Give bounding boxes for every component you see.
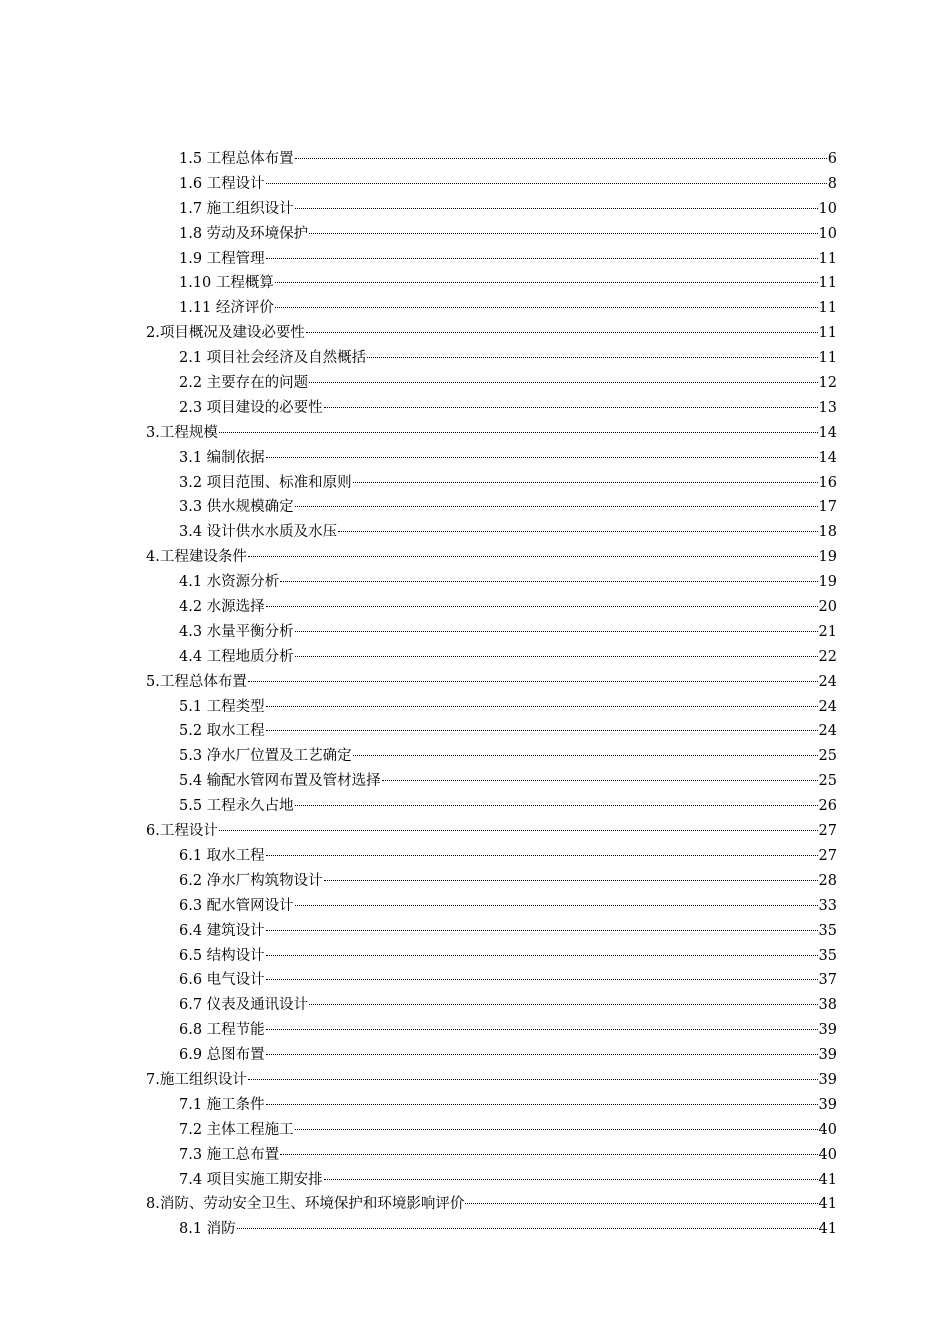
toc-entry-line — [179, 247, 837, 272]
toc-entry-title: 4.4 工程地质分析 — [179, 648, 294, 665]
toc-entry-page: 12 — [818, 375, 837, 392]
toc-dot-leader — [266, 183, 827, 184]
toc-entry-title: 2.2 主要存在的问题 — [179, 375, 309, 392]
toc-entry[interactable] — [0, 844, 950, 869]
toc-entry-page: 11 — [818, 300, 837, 317]
toc-entry-line — [146, 670, 837, 695]
toc-entry[interactable] — [0, 321, 950, 346]
toc-entry-title: 5.3 净水厂位置及工艺确定 — [179, 748, 352, 765]
toc-entry[interactable] — [0, 620, 950, 645]
toc-entry-title: 3.工程规模 — [146, 424, 218, 441]
toc-dot-leader — [275, 282, 818, 283]
toc-entry-page: 39 — [818, 1096, 837, 1113]
toc-entry-line — [179, 296, 837, 321]
toc-dot-leader — [280, 1154, 817, 1155]
toc-entry-page: 33 — [818, 897, 837, 914]
toc-entry[interactable] — [0, 222, 950, 247]
toc-entry-line — [179, 346, 837, 371]
toc-dot-leader — [266, 979, 818, 980]
toc-entry-line — [179, 1217, 837, 1242]
toc-entry-title: 4.1 水资源分析 — [179, 574, 280, 591]
toc-dot-leader — [367, 357, 817, 358]
toc-entry-page: 6 — [827, 151, 837, 167]
toc-entry[interactable] — [0, 670, 950, 695]
table-of-contents — [0, 147, 950, 1242]
toc-entry-page: 28 — [818, 872, 837, 889]
toc-entry-title: 6.工程设计 — [146, 823, 218, 840]
toc-dot-leader — [306, 332, 818, 333]
toc-entry-title: 6.8 工程节能 — [179, 1022, 265, 1039]
toc-dot-leader — [382, 780, 818, 781]
toc-dot-leader — [295, 905, 818, 906]
toc-entry-title: 6.3 配水管网设计 — [179, 897, 294, 914]
toc-entry-line — [179, 794, 837, 819]
toc-entry-line — [146, 1068, 837, 1093]
toc-dot-leader — [248, 1079, 818, 1080]
toc-entry[interactable] — [0, 371, 950, 396]
toc-dot-leader — [324, 407, 818, 408]
toc-entry-page: 41 — [818, 1171, 837, 1188]
toc-entry-title: 3.4 设计供水水质及水压 — [179, 524, 338, 541]
toc-entry[interactable] — [0, 1068, 950, 1093]
toc-entry[interactable] — [0, 595, 950, 620]
toc-entry-page: 39 — [818, 1071, 837, 1088]
toc-dot-leader — [266, 1054, 818, 1055]
toc-dot-leader — [295, 208, 818, 209]
toc-entry[interactable] — [0, 769, 950, 794]
toc-entry-page: 19 — [818, 549, 837, 566]
toc-entry-line — [179, 695, 837, 720]
toc-entry-line — [179, 147, 837, 172]
toc-dot-leader — [266, 1029, 818, 1030]
toc-entry-title: 6.1 取水工程 — [179, 847, 265, 864]
toc-entry-line — [179, 172, 837, 197]
toc-entry[interactable] — [0, 271, 950, 296]
toc-dot-leader — [465, 1203, 817, 1204]
toc-entry-title: 1.7 施工组织设计 — [179, 200, 294, 217]
toc-dot-leader — [275, 307, 818, 308]
toc-entry-line — [179, 396, 837, 421]
toc-entry[interactable] — [0, 1143, 950, 1168]
toc-entry[interactable] — [0, 296, 950, 321]
toc-entry[interactable] — [0, 993, 950, 1018]
toc-entry[interactable] — [0, 968, 950, 993]
toc-entry-page: 19 — [818, 574, 837, 591]
toc-dot-leader — [219, 432, 818, 433]
toc-entry-line — [179, 271, 837, 296]
toc-entry[interactable] — [0, 719, 950, 744]
toc-dot-leader — [309, 233, 817, 234]
toc-entry[interactable] — [0, 645, 950, 670]
toc-entry-page: 25 — [818, 773, 837, 790]
toc-entry-title: 1.6 工程设计 — [179, 175, 265, 192]
toc-entry[interactable] — [0, 570, 950, 595]
toc-entry-line — [179, 1093, 837, 1118]
toc-entry-title: 2.1 项目社会经济及自然概括 — [179, 350, 367, 367]
toc-entry-line — [179, 1143, 837, 1168]
toc-entry-page: 27 — [818, 823, 837, 840]
toc-entry[interactable] — [0, 1093, 950, 1118]
toc-entry-title: 6.5 结构设计 — [179, 947, 265, 964]
toc-entry-page: 24 — [818, 698, 837, 715]
toc-entry-title: 2.3 项目建设的必要性 — [179, 399, 323, 416]
toc-entry-title: 5.1 工程类型 — [179, 698, 265, 715]
toc-dot-leader — [266, 706, 818, 707]
toc-dot-leader — [324, 1179, 818, 1180]
toc-entry-line — [146, 819, 837, 844]
toc-entry-line — [179, 222, 837, 247]
toc-entry-line — [146, 545, 837, 570]
toc-entry-line — [179, 595, 837, 620]
toc-entry-page: 17 — [818, 499, 837, 516]
toc-entry-line — [179, 446, 837, 471]
toc-entry-page: 38 — [818, 997, 837, 1014]
toc-entry-title: 4.3 水量平衡分析 — [179, 623, 294, 640]
toc-dot-leader — [353, 755, 818, 756]
toc-entry[interactable] — [0, 520, 950, 545]
toc-entry[interactable] — [0, 919, 950, 944]
toc-dot-leader — [266, 258, 818, 259]
toc-entry[interactable] — [0, 1043, 950, 1068]
toc-entry-title: 6.7 仪表及通讯设计 — [179, 997, 309, 1014]
toc-entry-title: 7.1 施工条件 — [179, 1096, 265, 1113]
toc-entry-page: 21 — [818, 623, 837, 640]
toc-entry-line — [179, 993, 837, 1018]
toc-entry-title: 1.11 经济评价 — [179, 300, 274, 317]
toc-entry-title: 1.9 工程管理 — [179, 250, 265, 267]
toc-entry-page: 8 — [827, 175, 837, 192]
toc-dot-leader — [248, 556, 818, 557]
toc-entry[interactable] — [0, 545, 950, 570]
toc-dot-leader — [295, 631, 818, 632]
toc-entry-line — [179, 744, 837, 769]
toc-entry-line — [179, 944, 837, 969]
toc-entry[interactable] — [0, 695, 950, 720]
toc-entry-page: 11 — [818, 350, 837, 367]
toc-entry-page: 10 — [818, 225, 837, 242]
toc-dot-leader — [295, 158, 827, 159]
toc-entry-line — [179, 1168, 837, 1193]
toc-entry-line — [179, 570, 837, 595]
toc-entry-title: 5.5 工程永久占地 — [179, 798, 294, 815]
toc-dot-leader — [295, 656, 818, 657]
toc-entry[interactable] — [0, 819, 950, 844]
toc-entry-page: 11 — [818, 275, 837, 292]
toc-entry-line — [179, 919, 837, 944]
toc-entry-page: 35 — [818, 947, 837, 964]
toc-entry-title: 2.项目概况及建设必要性 — [146, 325, 305, 342]
toc-entry-title: 1.8 劳动及环境保护 — [179, 225, 309, 242]
toc-entry-line — [179, 719, 837, 744]
toc-entry-title: 6.6 电气设计 — [179, 972, 265, 989]
toc-entry-title: 1.5 工程总体布置 — [179, 151, 294, 167]
toc-entry-line — [179, 894, 837, 919]
toc-dot-leader — [280, 581, 817, 582]
toc-entry-page: 41 — [818, 1196, 837, 1213]
toc-dot-leader — [266, 1104, 818, 1105]
toc-entry-page: 25 — [818, 748, 837, 765]
toc-entry-page: 24 — [818, 723, 837, 740]
toc-entry[interactable] — [0, 944, 950, 969]
toc-entry[interactable] — [0, 1018, 950, 1043]
toc-entry-page: 41 — [818, 1221, 837, 1238]
toc-entry-line — [146, 1192, 837, 1217]
toc-entry-title: 8.消防、劳动安全卫生、环境保护和环境影响评价 — [146, 1196, 465, 1213]
toc-entry-title: 5.4 输配水管网布置及管材选择 — [179, 773, 381, 790]
toc-entry-line — [179, 645, 837, 670]
toc-entry-line — [179, 844, 837, 869]
toc-entry[interactable] — [0, 869, 950, 894]
toc-dot-leader — [309, 1004, 817, 1005]
toc-entry[interactable] — [0, 1217, 950, 1242]
toc-entry-line — [179, 495, 837, 520]
toc-entry[interactable] — [0, 421, 950, 446]
toc-entry[interactable] — [0, 247, 950, 272]
toc-entry[interactable] — [0, 495, 950, 520]
toc-entry-line — [146, 421, 837, 446]
toc-entry[interactable] — [0, 894, 950, 919]
toc-entry[interactable] — [0, 346, 950, 371]
toc-entry-line — [179, 371, 837, 396]
toc-entry-title: 5.工程总体布置 — [146, 673, 247, 690]
toc-entry-title: 7.2 主体工程施工 — [179, 1121, 294, 1138]
toc-entry-page: 11 — [818, 325, 837, 342]
toc-entry-title: 5.2 取水工程 — [179, 723, 265, 740]
toc-entry-title: 6.9 总图布置 — [179, 1047, 265, 1064]
toc-dot-leader — [266, 955, 818, 956]
toc-dot-leader — [353, 482, 818, 483]
toc-entry-line — [179, 869, 837, 894]
toc-entry-title: 7.3 施工总布置 — [179, 1146, 280, 1163]
toc-entry-title: 6.2 净水厂构筑物设计 — [179, 872, 323, 889]
toc-entry-title: 8.1 消防 — [179, 1221, 236, 1238]
toc-entry-page: 10 — [818, 200, 837, 217]
toc-entry-title: 3.3 供水规模确定 — [179, 499, 294, 516]
toc-entry-page: 14 — [818, 449, 837, 466]
toc-entry[interactable] — [0, 446, 950, 471]
toc-entry-line — [179, 1118, 837, 1143]
toc-entry-title: 7.施工组织设计 — [146, 1071, 247, 1088]
toc-entry[interactable] — [0, 1118, 950, 1143]
toc-dot-leader — [237, 1228, 818, 1229]
toc-dot-leader — [295, 805, 818, 806]
toc-entry-page: 11 — [818, 250, 837, 267]
toc-entry-title: 4.2 水源选择 — [179, 599, 265, 616]
toc-dot-leader — [309, 382, 817, 383]
toc-entry-line — [179, 1018, 837, 1043]
toc-entry-line — [179, 197, 837, 222]
toc-entry-page: 13 — [818, 399, 837, 416]
toc-entry-page: 40 — [818, 1146, 837, 1163]
toc-entry-page: 16 — [818, 474, 837, 491]
toc-entry[interactable] — [0, 1192, 950, 1217]
toc-entry[interactable] — [0, 396, 950, 421]
toc-entry-page: 22 — [818, 648, 837, 665]
toc-entry-line — [179, 471, 837, 496]
toc-entry-page: 37 — [818, 972, 837, 989]
toc-entry-page: 20 — [818, 599, 837, 616]
toc-dot-leader — [266, 930, 818, 931]
toc-entry-page: 39 — [818, 1047, 837, 1064]
toc-entry-page: 27 — [818, 847, 837, 864]
toc-dot-leader — [324, 880, 818, 881]
toc-entry-title: 6.4 建筑设计 — [179, 922, 265, 939]
toc-entry-title: 3.2 项目范围、标准和原则 — [179, 474, 352, 491]
toc-entry-page: 18 — [818, 524, 837, 541]
toc-entry-title: 3.1 编制依据 — [179, 449, 265, 466]
toc-entry-page: 39 — [818, 1022, 837, 1039]
toc-dot-leader — [266, 606, 818, 607]
toc-entry-title: 7.4 项目实施工期安排 — [179, 1171, 323, 1188]
toc-entry-page: 14 — [818, 424, 837, 441]
toc-entry-title: 1.10 工程概算 — [179, 275, 274, 292]
toc-entry[interactable] — [0, 744, 950, 769]
toc-entry-line — [179, 968, 837, 993]
toc-dot-leader — [266, 457, 818, 458]
toc-entry-line — [179, 1043, 837, 1068]
toc-entry-line — [179, 620, 837, 645]
toc-entry-page: 26 — [818, 798, 837, 815]
toc-dot-leader — [248, 681, 818, 682]
toc-entry[interactable] — [0, 197, 950, 222]
toc-entry-page: 35 — [818, 922, 837, 939]
toc-dot-leader — [219, 830, 818, 831]
toc-entry[interactable] — [0, 172, 950, 197]
toc-entry-line — [179, 520, 837, 545]
toc-entry-title: 4.工程建设条件 — [146, 549, 247, 566]
toc-dot-leader — [295, 506, 818, 507]
toc-dot-leader — [295, 1129, 818, 1130]
toc-entry-line — [146, 321, 837, 346]
toc-entry-page: 24 — [818, 673, 837, 690]
toc-entry-page: 40 — [818, 1121, 837, 1138]
toc-entry[interactable] — [0, 794, 950, 819]
toc-dot-leader — [266, 855, 818, 856]
toc-entry-line — [179, 769, 837, 794]
toc-entry[interactable] — [0, 471, 950, 496]
toc-entry[interactable] — [0, 147, 950, 172]
toc-entry[interactable] — [0, 1168, 950, 1193]
toc-dot-leader — [338, 531, 817, 532]
toc-dot-leader — [266, 730, 818, 731]
